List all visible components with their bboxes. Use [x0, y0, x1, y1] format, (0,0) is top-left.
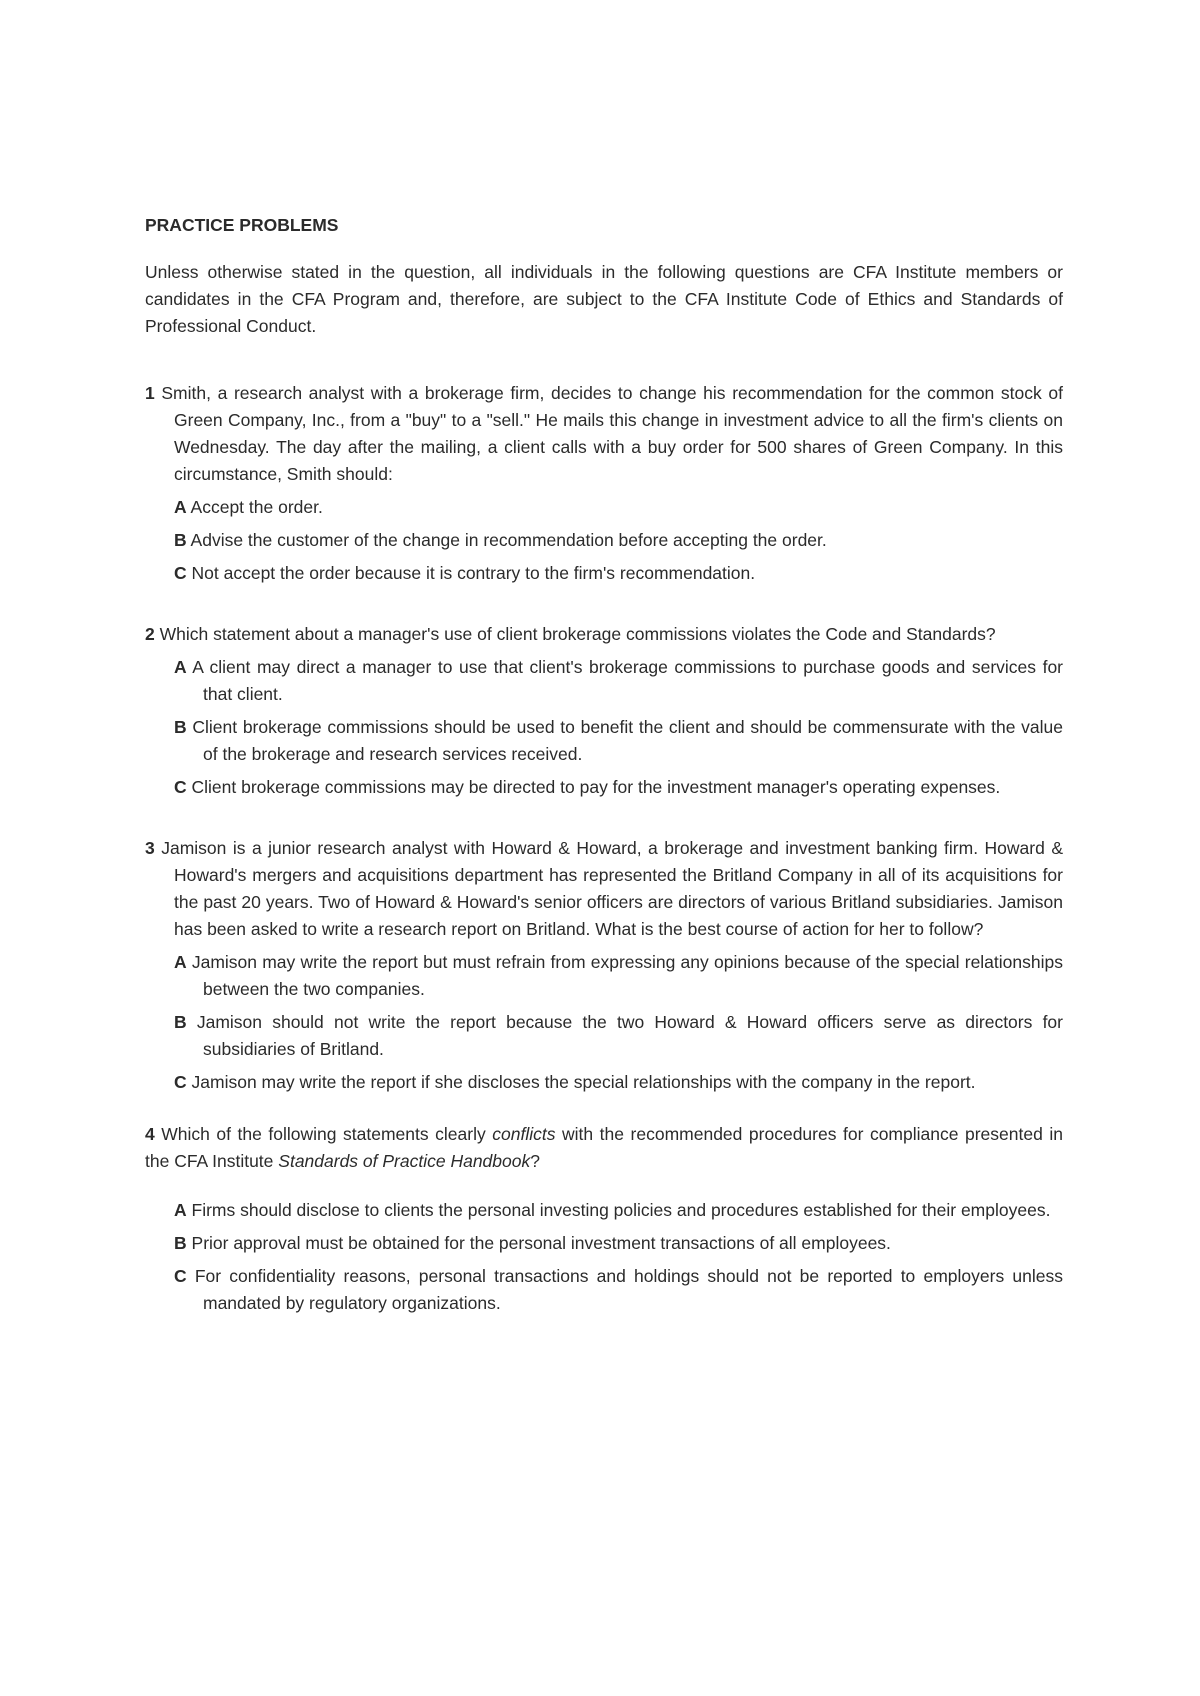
choice-b [174, 1009, 1063, 1063]
question-body-part-2: with the recommended procedures for compliance presented in the CFA Institute [145, 1124, 1063, 1171]
choice-text: Prior approval must be obtained for the personal investment transactions of all employees. [191, 1233, 891, 1253]
choice-text: Advise the customer of the change in recommendation before accepting the order. [190, 530, 827, 550]
question-number: 1 [145, 383, 155, 403]
choice-list [145, 654, 1063, 801]
choice-list [145, 949, 1063, 1096]
choice-text: Jamison may write the report but must refrain from expressing any opinions because of the special relationships between the two companies. [191, 952, 1063, 999]
choice-letter: B [174, 1012, 187, 1032]
choice-text: Jamison should not write the report because the two Howard & Howard officers serve as directors for subsidiaries of Britland. [196, 1012, 1063, 1059]
question-body: Smith, a research analyst with a brokerage firm, decides to change his recommendation for the common stock of Green Company, Inc., from a "buy" to a "sell." He mails this change in investment advice to all the firm's clients on Wednesday. The day after the mailing, a client calls with a buy order for 500 shares of Green Company. In this circumstance, Smith should: [161, 383, 1063, 484]
question-body-part-3: ? [530, 1151, 540, 1171]
choice-text: Firms should disclose to clients the personal investing policies and procedures established for their employees. [191, 1200, 1051, 1220]
choice-letter: C [174, 563, 187, 583]
choice-text: Not accept the order because it is contrary to the firm's recommendation. [191, 563, 756, 583]
question-number: 4 [145, 1124, 155, 1144]
choice-text: For confidentiality reasons, personal transactions and holdings should not be reported to employers unless mandated by regulatory organizations. [194, 1266, 1063, 1313]
choice-letter: B [174, 530, 187, 550]
choice-list [145, 494, 1063, 587]
question-text [145, 380, 1063, 488]
choice-c [174, 774, 1063, 801]
choice-c [174, 560, 1063, 587]
question-number: 2 [145, 624, 155, 644]
question-body: Jamison is a junior research analyst with Howard & Howard, a brokerage and investment banking firm. Howard & Howard's mergers and acquisitions department has represented the Britland Company in all of its acquisitions for the past 20 years. Two of Howard & Howard's senior officers are directors of various Britland subsidiaries. Jamison has been asked to write a research report on Britland. What is the best course of action for her to follow? [161, 838, 1063, 939]
choice-letter: A [174, 952, 187, 972]
choice-letter: A [174, 657, 187, 677]
choice-a [174, 949, 1063, 1003]
question-number: 3 [145, 838, 155, 858]
choice-letter: A [174, 1200, 187, 1220]
question-body: Which statement about a manager's use of client brokerage commissions violates the Code and Standards? [159, 624, 996, 644]
choice-letter: C [174, 1072, 187, 1092]
choice-letter: C [174, 1266, 187, 1286]
choice-text: Client brokerage commissions should be used to benefit the client and should be commensurate with the value of the brokerage and research services received. [192, 717, 1063, 764]
choice-b [174, 714, 1063, 768]
choice-letter: B [174, 717, 187, 737]
choice-c [174, 1069, 1063, 1096]
question-3 [145, 835, 1063, 1096]
choice-letter: B [174, 1233, 187, 1253]
choice-letter: A [174, 497, 187, 517]
choice-a [174, 654, 1063, 708]
choice-text: Jamison may write the report if she discloses the special relationships with the company in the report. [191, 1072, 976, 1092]
question-body-part-1: Which of the following statements clearly [161, 1124, 493, 1144]
question-emphasis-conflicts: conflicts [492, 1124, 556, 1144]
document-content [145, 212, 1063, 1317]
question-text [145, 1121, 1063, 1175]
intro-paragraph: Unless otherwise stated in the question, all individuals in the following questions are CFA Institute members or candidates in the CFA Program and, therefore, are subject to the CFA Institute Code of Ethics and Standards of Professional Conduct. [145, 262, 1063, 336]
handbook-title: Standards of Practice Handbook [278, 1151, 531, 1171]
choice-text: A client may direct a manager to use that client's brokerage commissions to purchase goods and services for that client. [192, 657, 1063, 704]
choice-c [174, 1263, 1063, 1317]
choice-b [174, 1230, 1063, 1257]
choice-a [174, 1197, 1063, 1224]
choice-a [174, 494, 1063, 521]
choice-text: Client brokerage commissions may be directed to pay for the investment manager's operating expenses. [191, 777, 1001, 797]
question-text [145, 621, 1063, 648]
question-2 [145, 621, 1063, 801]
question-1 [145, 380, 1063, 587]
question-4 [145, 1121, 1063, 1317]
choice-letter: C [174, 777, 187, 797]
page-title: PRACTICE PROBLEMS [145, 215, 339, 235]
choice-b [174, 527, 1063, 554]
choice-text: Accept the order. [190, 497, 323, 517]
question-text [145, 835, 1063, 943]
choice-list [145, 1197, 1063, 1317]
